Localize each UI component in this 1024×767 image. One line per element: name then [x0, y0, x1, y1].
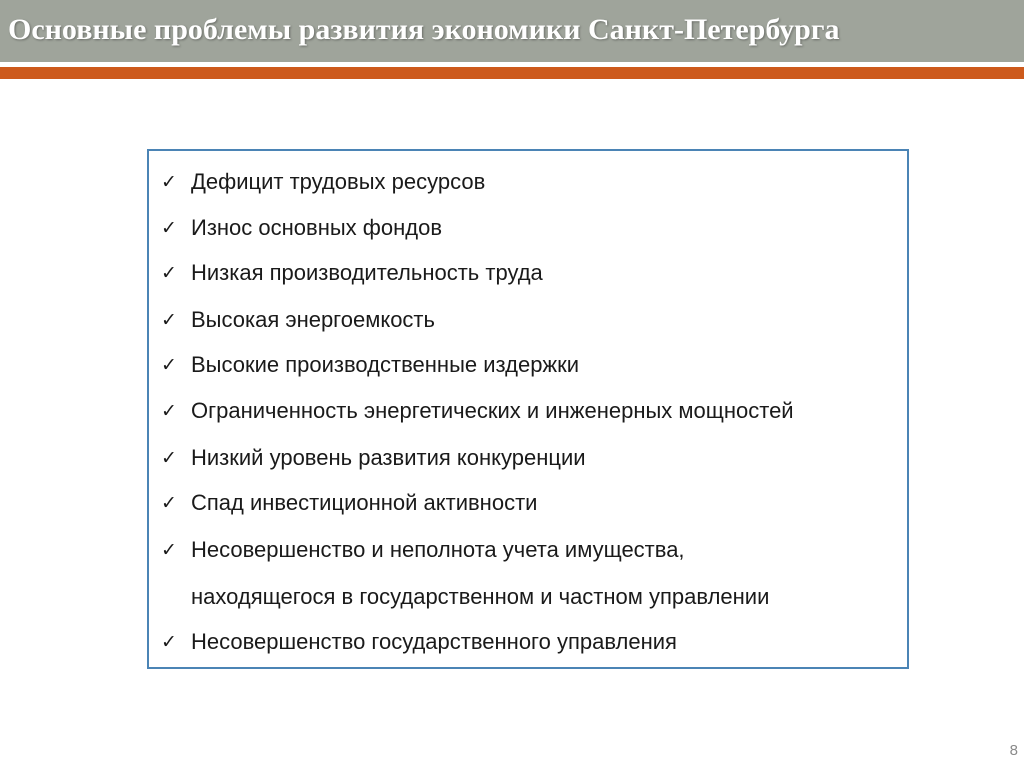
- check-icon: ✓: [161, 631, 177, 653]
- check-icon: ✓: [161, 217, 177, 239]
- problem-text: Высокая энергоемкость: [191, 307, 435, 332]
- problem-text: Низкий уровень развития конкуренции: [191, 445, 586, 470]
- problem-text: Низкая производительность труда: [191, 260, 543, 285]
- check-icon: ✓: [161, 262, 177, 284]
- accent-divider: [0, 67, 1024, 79]
- check-icon: ✓: [161, 309, 177, 331]
- problem-text: Износ основных фондов: [191, 215, 443, 240]
- problem-text: Ограниченность энергетических и инженерных мощностей: [191, 398, 794, 423]
- problem-text-continuation: находящегося в государственном и частном управлении: [191, 584, 770, 609]
- check-icon: ✓: [161, 492, 177, 514]
- check-icon: ✓: [161, 539, 177, 561]
- problem-text: Несовершенство государственного управления: [191, 629, 677, 654]
- slide-title: Основные проблемы развития экономики Санкт-Петербурга: [8, 13, 840, 46]
- check-icon: ✓: [161, 447, 177, 469]
- page-number: 8: [1009, 742, 1018, 759]
- check-icon: ✓: [161, 354, 177, 376]
- check-icon: ✓: [161, 171, 177, 193]
- problem-text: Высокие производственные издержки: [191, 352, 580, 377]
- check-icon: ✓: [161, 400, 177, 422]
- problem-text: Дефицит трудовых ресурсов: [191, 169, 486, 194]
- problems-box: [147, 149, 909, 669]
- title-bar: [0, 0, 1024, 62]
- problem-text: Спад инвестиционной активности: [191, 490, 538, 515]
- problem-text: Несовершенство и неполнота учета имущества,: [191, 537, 685, 562]
